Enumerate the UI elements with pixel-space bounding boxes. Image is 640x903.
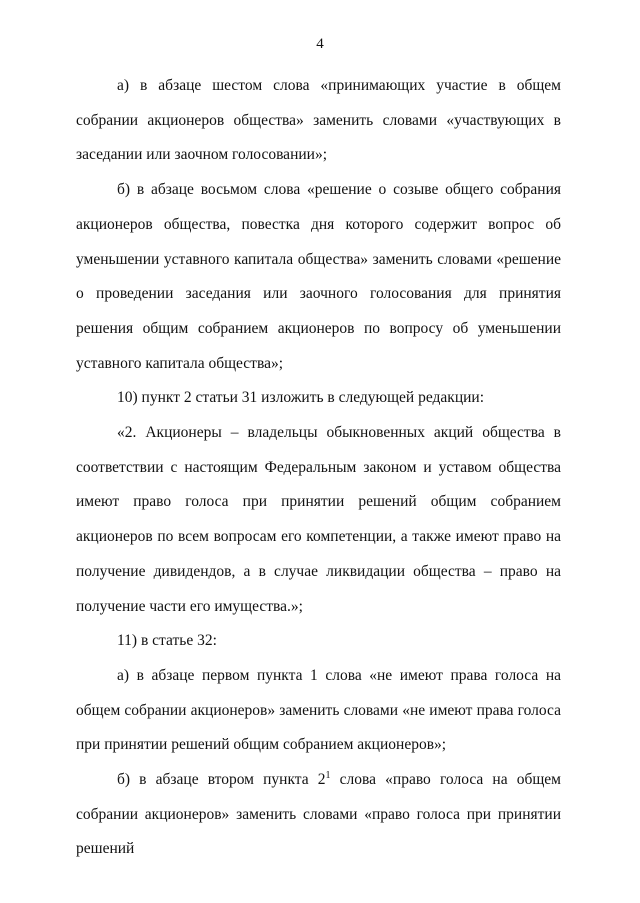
paragraph-text-start: б) в абзаце втором пункта 2 [117, 771, 326, 789]
paragraph-amend-a-first: а) в абзаце первом пункта 1 слова «не имеют права голоса на общем собрании акционеров» заменить словами «не имеют права голоса при принятии решений общим собранием акционеров»; [76, 666, 561, 754]
paragraph-amend-b-second [76, 763, 561, 867]
document-body [76, 69, 561, 867]
page-number: 4 [316, 36, 324, 52]
paragraph-item-10: 10) пункт 2 статьи 31 изложить в следующей редакции: [117, 389, 485, 407]
paragraph-item-11: 11) в статье 32: [117, 632, 217, 650]
paragraph-amend-b-eighth: б) в абзаце восьмом слова «решение о созыве общего собрания акционеров общества, повестка дня которого содержит вопрос об уменьшении уставного капитала общества» заменить словами «решение о проведении заседания или заочного голосования для принятия решения общим собранием акционеров по вопросу об уменьшении уставного капитала общества»; [76, 181, 561, 372]
paragraph-text-end: слова «право голоса на общем собрании акционеров» заменить словами «право голоса при принятии решений [76, 771, 561, 858]
paragraph-article-31-text: «2. Акционеры – владельцы обыкновенных акций общества в соответствии с настоящим Федеральным законом и уставом общества имеют право голоса при принятии решений общим собранием акционеров по всем вопросам его компетенции, а также имеют право на получение дивидендов, а в случае ликвидации общества – право на получение части его имущества.»; [76, 424, 561, 615]
paragraph-amend-a-sixth: а) в абзаце шестом слова «принимающих участие в общем собрании акционеров общества» заменить словами «участвующих в заседании или заочном голосовании»; [76, 77, 561, 164]
superscript-index: 1 [325, 770, 331, 782]
